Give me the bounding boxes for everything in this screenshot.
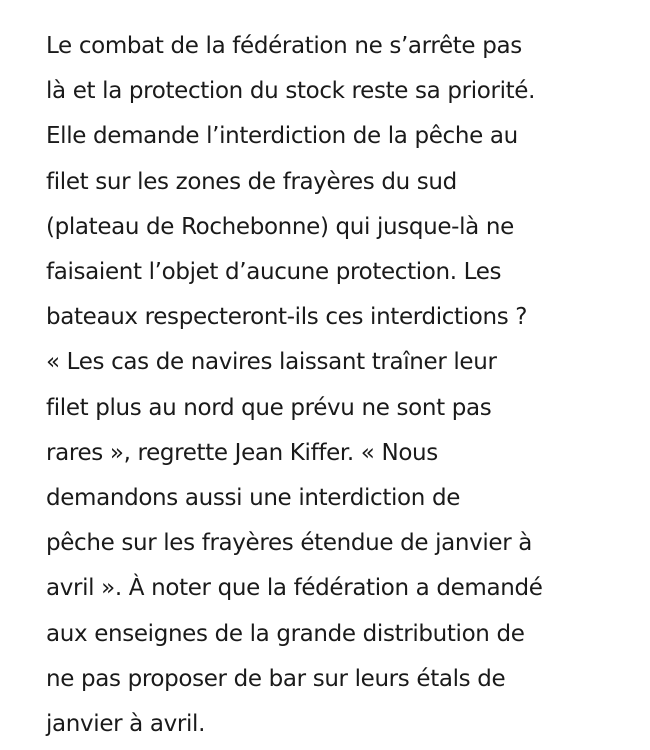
paragraph-line: faisaient l’objet d’aucune protection. Les	[46, 259, 502, 286]
paragraph-line: Le combat de la fédération ne s’arrête pas	[46, 33, 522, 59]
paragraph-line: filet sur les zones de frayères du sud	[46, 168, 457, 195]
paragraph-line: rares », regrette Jean Kiffer. « Nous	[46, 439, 438, 466]
paragraph-line: Elle demande l’interdiction de la pêche au	[46, 123, 518, 150]
paragraph-line: « Les cas de navires laissant traîner leur	[46, 349, 497, 376]
paragraph-line: filet plus au nord que prévu ne sont pas	[46, 394, 492, 421]
paragraph-line: là et la protection du stock reste sa priorité.	[46, 78, 536, 105]
paragraph-line: avril ». À noter que la fédération a demandé	[46, 575, 543, 602]
paragraph-line: demandons aussi une interdiction de	[46, 485, 461, 512]
paragraph-line: ne pas proposer de bar sur leurs étals de	[46, 665, 506, 692]
paragraph-line: pêche sur les frayères étendue de janvier à	[46, 530, 533, 557]
paragraph-line: bateaux respecteront-ils ces interdictions ?	[46, 304, 528, 331]
paragraph-line: janvier à avril.	[46, 711, 206, 738]
article-paragraph	[46, 24, 646, 747]
paragraph-line: aux enseignes de la grande distribution de	[46, 620, 525, 647]
paragraph-line: (plateau de Rochebonne) qui jusque-là ne	[46, 213, 514, 240]
